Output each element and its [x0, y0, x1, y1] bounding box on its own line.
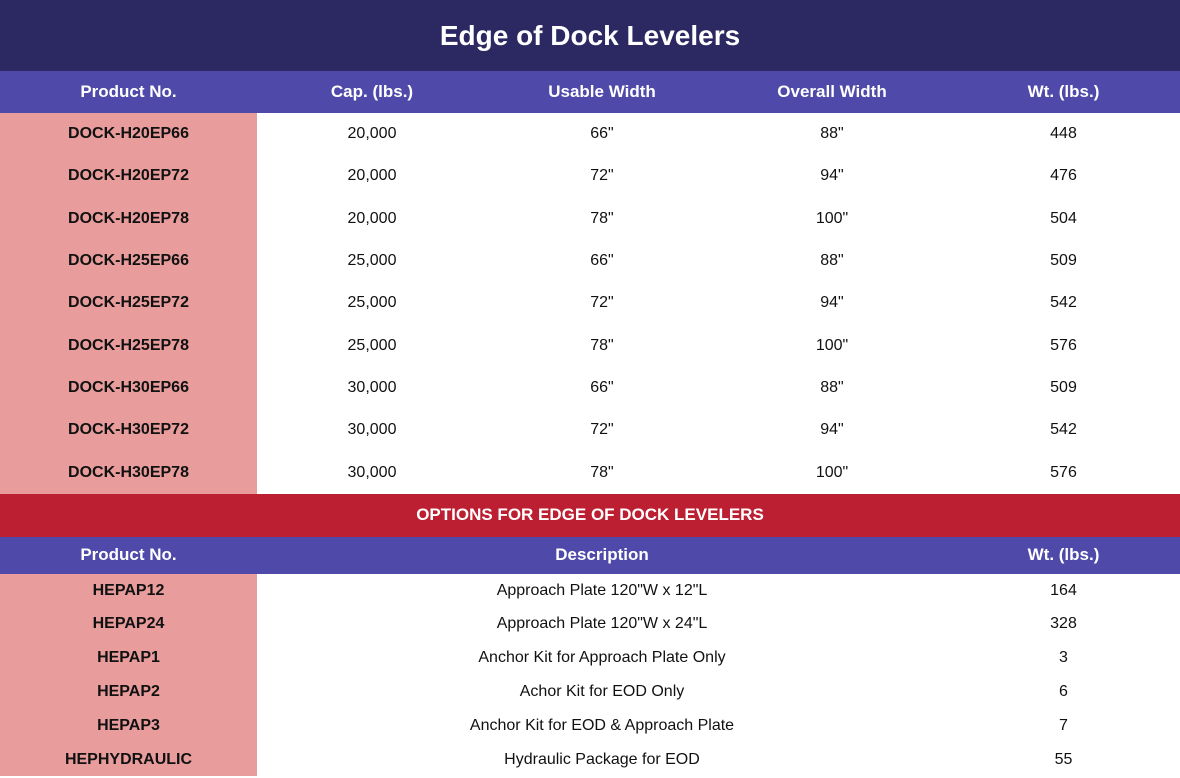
product-number: DOCK-H25EP72 — [0, 282, 257, 324]
description-cell: Approach Plate 120"W x 12"L — [496, 581, 708, 599]
capacity-cell: 30,000 — [347, 421, 397, 439]
capacity-cell: 20,000 — [347, 167, 397, 185]
table-row — [0, 113, 1180, 155]
header-overall-width: Overall Width — [777, 82, 887, 101]
table-row — [0, 451, 1180, 493]
overall-width-cell: 94" — [820, 421, 844, 439]
product-number: DOCK-H25EP66 — [0, 240, 257, 282]
description-cell: Anchor Kit for EOD & Approach Plate — [469, 716, 735, 734]
product-number: DOCK-H20EP72 — [0, 155, 257, 197]
options-table-body — [0, 574, 1180, 777]
weight-cell: 3 — [1059, 649, 1068, 667]
capacity-cell: 25,000 — [347, 252, 397, 270]
product-number: DOCK-H30EP72 — [0, 409, 257, 451]
description-cell: Approach Plate 120"W x 24"L — [496, 615, 708, 633]
table-row — [0, 240, 1180, 282]
table-row — [0, 155, 1180, 197]
weight-cell: 6 — [1059, 682, 1068, 700]
overall-width-cell: 88" — [820, 378, 844, 396]
product-number: HEPHYDRAULIC — [0, 743, 257, 777]
table-row — [0, 709, 1180, 743]
weight-cell: 509 — [1050, 252, 1077, 270]
capacity-cell: 25,000 — [347, 336, 397, 354]
table-row — [0, 574, 1180, 608]
usable-width-cell: 78" — [590, 209, 614, 227]
levelers-table-body — [0, 113, 1180, 494]
weight-cell: 328 — [1050, 615, 1077, 633]
weight-cell: 576 — [1050, 463, 1077, 481]
product-number: HEPAP3 — [0, 709, 257, 743]
header-product-no: Product No. — [80, 545, 177, 565]
product-number: DOCK-H30EP78 — [0, 451, 257, 493]
capacity-cell: 25,000 — [347, 294, 397, 312]
overall-width-cell: 88" — [820, 125, 844, 143]
product-number: HEPAP24 — [0, 607, 257, 641]
header-weight: Wt. (lbs.) — [1027, 545, 1100, 565]
header-product-no: Product No. — [80, 82, 177, 101]
weight-cell: 509 — [1050, 378, 1077, 396]
weight-cell: 576 — [1050, 336, 1077, 354]
levelers-header-row — [0, 71, 1180, 113]
overall-width-cell: 94" — [820, 294, 844, 312]
product-number: DOCK-H30EP66 — [0, 367, 257, 409]
usable-width-cell: 78" — [590, 463, 614, 481]
options-banner: OPTIONS FOR EDGE OF DOCK LEVELERS — [0, 494, 1180, 537]
options-header-row — [0, 537, 1180, 574]
capacity-cell: 30,000 — [347, 463, 397, 481]
weight-cell: 476 — [1050, 167, 1077, 185]
product-number: HEPAP12 — [0, 574, 257, 608]
usable-width-cell: 78" — [590, 336, 614, 354]
capacity-cell: 30,000 — [347, 378, 397, 396]
header-description: Description — [555, 545, 649, 565]
table-row — [0, 409, 1180, 451]
usable-width-cell: 72" — [590, 421, 614, 439]
header-usable-width: Usable Width — [548, 82, 656, 101]
usable-width-cell: 66" — [590, 378, 614, 396]
product-number: DOCK-H20EP66 — [0, 113, 257, 155]
weight-cell: 7 — [1059, 716, 1068, 734]
usable-width-cell: 72" — [590, 167, 614, 185]
table-row — [0, 607, 1180, 641]
table-row — [0, 367, 1180, 409]
header-weight: Wt. (lbs.) — [1027, 82, 1100, 101]
table-row — [0, 641, 1180, 675]
description-cell: Hydraulic Package for EOD — [504, 750, 700, 768]
usable-width-cell: 66" — [590, 252, 614, 270]
weight-cell: 504 — [1050, 209, 1077, 227]
weight-cell: 542 — [1050, 421, 1077, 439]
weight-cell: 164 — [1050, 581, 1077, 599]
overall-width-cell: 100" — [815, 209, 849, 227]
overall-width-cell: 100" — [815, 336, 849, 354]
product-number: HEPAP1 — [0, 641, 257, 675]
description-cell: Anchor Kit for Approach Plate Only — [478, 649, 726, 667]
capacity-cell: 20,000 — [347, 125, 397, 143]
table-row — [0, 675, 1180, 709]
capacity-cell: 20,000 — [347, 209, 397, 227]
weight-cell: 55 — [1054, 750, 1073, 768]
product-number: HEPAP2 — [0, 675, 257, 709]
page-title: Edge of Dock Levelers — [0, 0, 1180, 71]
product-number: DOCK-H25EP78 — [0, 324, 257, 366]
header-capacity: Cap. (lbs.) — [330, 82, 414, 101]
weight-cell: 542 — [1050, 294, 1077, 312]
table-row — [0, 282, 1180, 324]
table-row — [0, 324, 1180, 366]
table-row — [0, 198, 1180, 240]
product-number: DOCK-H20EP78 — [0, 198, 257, 240]
usable-width-cell: 72" — [590, 294, 614, 312]
description-cell: Achor Kit for EOD Only — [519, 682, 685, 700]
table-row — [0, 743, 1180, 777]
overall-width-cell: 100" — [815, 463, 849, 481]
usable-width-cell: 66" — [590, 125, 614, 143]
overall-width-cell: 88" — [820, 252, 844, 270]
overall-width-cell: 94" — [820, 167, 844, 185]
weight-cell: 448 — [1050, 125, 1077, 143]
